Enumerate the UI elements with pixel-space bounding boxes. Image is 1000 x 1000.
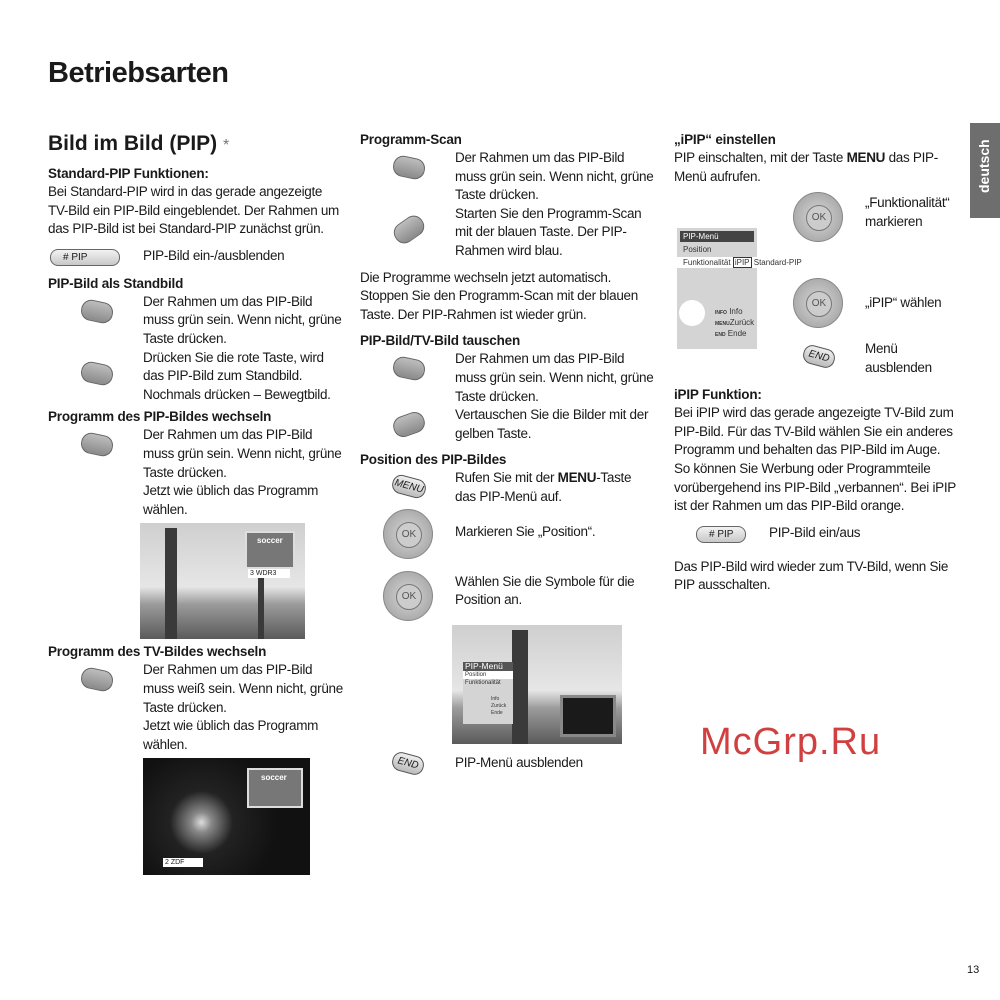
prog-tv-step-1: Der Rahmen um das PIP-Bild muss weiß sein. Wenn nicht, grüne Taste drücken. [143,662,343,715]
pos-step-2: Markieren Sie „Position“. [455,523,596,539]
step-ipip: „iPIP“ wählen [865,295,942,311]
ipip-intro: PIP einschalten, mit der Taste MENU das PIP-Menü aufrufen. [674,150,938,184]
language-tab-label: deutsch [976,139,992,193]
language-tab [970,123,1000,218]
mini-pip-menu: PIP-Menü Position Funktionalität Info Zurück Ende [463,662,513,724]
green-button-icon [79,298,115,325]
prog-pip-step-2: Jetzt wie üblich das Programm wählen. [143,483,319,517]
scan-step-1: Der Rahmen um das PIP-Bild muss grün sein. Wenn nicht, grüne Taste drücken. [455,150,654,203]
func-text: Bei iPIP wird das gerade angezeigte TV-Bild zum PIP-Bild. Für das TV-Bild wählen Sie ein anderes Programm und behalten das PIP-Bild im Auge. So können Sie Werbung oder Programmteile vorübergehend ins PIP-Bild „verbannen“. Bei iPIP ist der Rahmen um das PIP-Bild orange. [674,405,956,514]
end-button-icon: END [390,750,426,777]
dpad-icon: OK [383,571,433,621]
column-3 [674,131,959,595]
scan-step-2: Starten Sie den Programm-Scan mit der blauen Taste. Der PIP-Rahmen wird blau. [455,205,642,258]
std-text: Bei Standard-PIP wird in das gerade angezeigte TV-Bild ein PIP-Bild eingeblendet. Der Rahmen um das PIP-Bild ist bei Standard-PIP zunächst grün. [48,184,340,237]
pip-button: # PIP [50,249,120,266]
prog-tv-title: Programm des TV-Bildes wechseln [48,644,267,660]
green-button-icon [391,355,427,382]
standbild-step-1: Der Rahmen um das PIP-Bild muss grün sein. Wenn nicht, grüne Taste drücken. [143,293,342,346]
blue-button-icon [390,212,428,248]
pip-menu-screenshot: PIP-Menü Position Funktionalität iPIP Standard-PIP INFO Info MENUZurück END Ende [677,228,757,349]
pos-step-3: Wählen Sie die Symbole für die Position an. [455,573,635,608]
std-title: Standard-PIP Funktionen: [48,166,209,181]
green-button-icon [79,431,115,458]
yellow-button-icon [390,409,427,440]
bridge-photo [140,523,305,639]
final-text: Das PIP-Bild wird wieder zum TV-Bild, wenn Sie PIP ausschalten. [674,558,949,593]
menu-button-icon: MENU [390,473,428,500]
swap-title: PIP-Bild/TV-Bild tauschen [360,333,521,349]
red-button-icon [79,359,115,386]
step-funktionalitaet: „Funktionalität“ markieren [865,195,950,229]
pip-button-row [48,247,343,267]
column-1 [48,131,343,875]
pip-inset: soccer [247,768,303,808]
channel-label: 2 ZDF [163,858,203,867]
green-button-icon [79,666,115,693]
standbild-title: PIP-Bild als Standbild [48,275,184,291]
prog-pip-title: Programm des PIP-Bildes wechseln [48,409,272,425]
dpad-icon: OK [793,278,843,328]
swap-step-2: Vertauschen Sie die Bilder mit der gelben Taste. [455,407,649,441]
pip-button: # PIP [696,526,746,543]
end-button-icon: END [801,343,837,370]
standbild-step-2: Drücken Sie die rote Taste, wird das PIP-Bild zum Standbild. Nochmals drücken – Bewegtbild. [143,349,331,402]
swap-step-1: Der Rahmen um das PIP-Bild muss grün sein. Wenn nicht, grüne Taste drücken. [455,351,654,404]
func-title: iPIP Funktion: [674,387,762,403]
prog-tv-step-2: Jetzt wie üblich das Programm wählen. [143,718,319,752]
pip-button-desc: PIP-Bild ein/aus [769,524,861,540]
pip-button-row [674,524,959,544]
prog-pip-step-1: Der Rahmen um das PIP-Bild muss grün sein. Wenn nicht, grüne Taste drücken. [143,427,342,480]
scan-title: Programm-Scan [360,132,462,147]
step-menu-hide: Menü ausblenden [865,341,932,375]
ipip-title: „iPIP“ einstellen [674,132,776,147]
pos-title: Position des PIP-Bildes [360,452,507,468]
pos-step-1: Rufen Sie mit der MENU-Taste das PIP-Menü auf. [455,470,632,504]
pos-step-4: PIP-Menü ausblenden [455,754,583,770]
page-title: Betriebsarten [48,57,229,89]
scan-text: Die Programme wechseln jetzt automatisch. Stoppen Sie den Programm-Scan mit der blauen Taste. Der PIP-Rahmen ist wieder grün. [360,269,638,322]
green-button-icon [391,154,427,181]
pip-button-desc: PIP-Bild ein-/ausblenden [143,247,285,263]
watermark: McGrp.Ru [700,721,882,763]
channel-label: 3 WDR3 [248,569,290,578]
fireworks-photo [143,758,310,875]
ipip-steps [674,190,959,382]
page-number: 13 [967,964,980,976]
position-photo [452,625,622,744]
dpad-icon: OK [793,192,843,242]
column-2 [360,131,655,774]
pip-inset: soccer [245,531,295,569]
section-heading: Bild im Bild (PIP) * [48,132,230,155]
dpad-icon: OK [383,509,433,559]
